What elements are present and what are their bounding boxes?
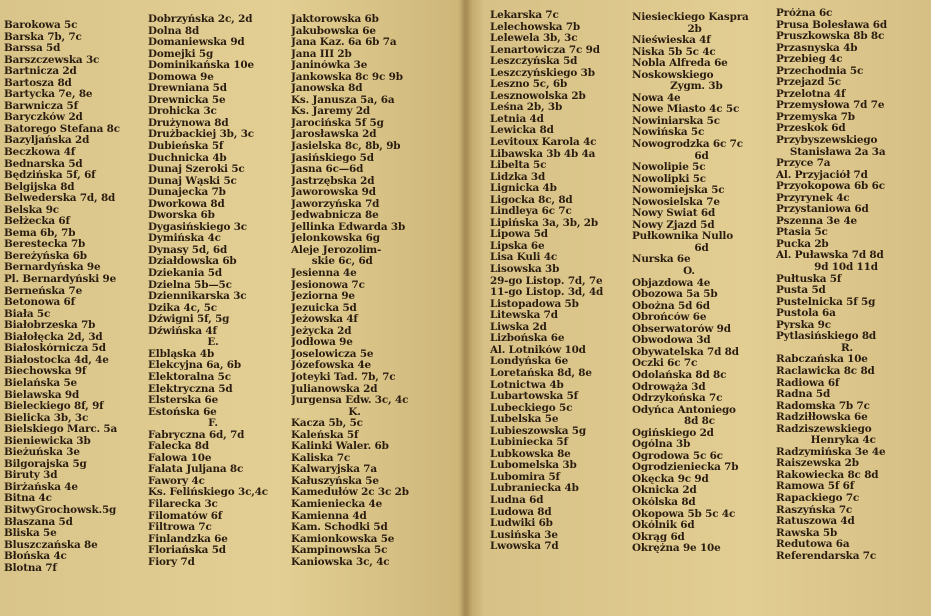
street-entry: Niesieckiego Kaspra [632, 12, 749, 23]
street-entry: Lisa Kuli 4c [490, 252, 558, 264]
street-entry: Obożna 5d 6d [632, 300, 710, 312]
street-entry: Elekcyjna 6a, 6b [148, 360, 241, 372]
street-entry: Raiszewska 2b [776, 458, 859, 470]
street-entry: Rapackiego 7c [776, 492, 860, 504]
street-entry: Al. Puławska 7d 8d [776, 250, 884, 262]
street-entry: Levitoux Karola 4c [490, 137, 597, 149]
street-entry: Kamieniecka 4e [291, 498, 383, 510]
street-entry: Referendarska 7c [776, 550, 876, 562]
street-entry: Objazdowa 4e [632, 277, 711, 289]
street-entry: Białołęcka 2d, 3d [4, 331, 103, 343]
street-entry: Pyrska 9c [776, 319, 831, 331]
street-entry: Belska 9c [4, 204, 59, 216]
street-entry: Drużynowa 8d [148, 117, 229, 129]
street-entry: Jana III 2b [291, 48, 352, 60]
street-entry: Kaniowska 3c, 4c [291, 556, 390, 568]
street-entry: Bieniewicka 3b [4, 435, 91, 447]
street-entry: Radziszewskiego [776, 423, 872, 435]
street-entry: Przyokopowa 6b 6c [776, 181, 885, 193]
street-entry: Przyrynek 4c [776, 192, 850, 204]
street-entry: Janowska 8d [291, 83, 363, 95]
street-entry: Barwnicza 5f [4, 100, 78, 112]
street-entry: Nobla Alfreda 6e [632, 58, 728, 70]
street-entry: Nowińska 5c [632, 127, 705, 139]
street-entry: Bednarska 5d [4, 158, 83, 170]
street-entry: Odolańska 8d 8c [632, 369, 727, 381]
street-entry: Leszczyńska 5d [490, 56, 578, 68]
street-entry: 11-go Listop. 3d, 4d [490, 287, 604, 299]
street-entry: Nowy Świat 6d [632, 208, 716, 220]
street-entry: Ludna 6d [490, 494, 544, 506]
street-entry: Dymińska 4c [148, 233, 221, 245]
street-entry: Rakowiecka 8c 8d [776, 469, 879, 481]
street-entry: Działdowska 6b [148, 256, 237, 268]
street-entry: Nowogrodzka 6c 7c [632, 139, 743, 151]
street-entry: Lipska 6e [490, 240, 545, 252]
street-entry: Elektryczna 5d [148, 383, 233, 395]
street-entry: Dzika 4c, 5c [148, 302, 217, 314]
street-entry: Kam. Schodki 5d [291, 522, 388, 534]
street-entry: Bema 6b, 7b [4, 227, 76, 239]
street-entry: Lipowa 5d [490, 229, 548, 241]
street-entry: Pruszkowska 8b 8c [776, 31, 885, 43]
street-entry: Będzińska 5f, 6f [4, 170, 96, 182]
street-entry: Nowy Zjazd 5d [632, 219, 715, 231]
street-entry: Jastrzębska 2d [291, 175, 375, 187]
street-entry: Barssa 5d [4, 43, 61, 55]
street-entry: Radna 5d [776, 389, 831, 401]
street-entry: 8d 8c [632, 416, 715, 428]
street-entry: Ogrodowa 5c 6c [632, 450, 723, 462]
street-entry: Dolna 8d [148, 25, 200, 37]
street-entry: Lenartowicza 7c 9d [490, 44, 600, 56]
street-entry: Jellinka Edwarda 3b [291, 221, 406, 233]
street-entry: Fabryczna 6d, 7d [148, 429, 245, 441]
street-entry: Pszenna 3e 4e [776, 215, 857, 227]
index-column-4 [490, 10, 622, 616]
index-column-5 [632, 12, 754, 616]
street-entry: Przystaniowa 6d [776, 204, 869, 216]
street-entry: Bielskiego Marc. 5a [4, 424, 118, 436]
street-entry: Radzymińska 3e 4e [776, 446, 886, 458]
street-entry: Obywatelska 7d 8d [632, 346, 739, 358]
street-entry: Ptasia 5c [776, 227, 828, 239]
street-entry: Raclawicka 8c 8d [776, 365, 875, 377]
street-entry: Dziennikarska 3c [148, 291, 247, 303]
street-entry: Jarosławska 2d [291, 129, 377, 141]
street-entry: Okólska 8d [632, 496, 696, 508]
street-entry: Bartycka 7e, 8e [4, 89, 93, 101]
street-entry: Obwodowa 3d [632, 335, 711, 347]
street-entry: Jaktorowska 6b [291, 14, 379, 25]
street-entry: Elbląska 4b [148, 348, 215, 360]
street-entry: Okrężna 9e 10e [632, 543, 721, 555]
section-letter: F. [208, 418, 218, 430]
street-entry: Lubraniecka 4b [490, 483, 579, 495]
street-entry: Biała 5c [4, 308, 51, 320]
street-entry: Jeżycka 2d [291, 325, 352, 337]
street-entry: Przemysłowa 7d 7e [776, 100, 885, 112]
street-entry: Nieświeska 4f [632, 35, 711, 47]
street-entry: Prusa Bolesława 6d [776, 19, 887, 31]
street-entry: Falata Juljana 8c [148, 464, 244, 476]
street-entry: Lidzka 3d [490, 171, 546, 183]
street-entry: Letnia 4d [490, 113, 544, 125]
street-entry: Berneńska 7e [4, 285, 83, 297]
street-entry: Dzielna 5b—5c [148, 279, 232, 291]
street-entry: Niska 5b 5c 4c [632, 46, 716, 58]
street-entry: Jezuicka 5d [291, 302, 357, 314]
street-entry: Dubieńska 5f [148, 141, 224, 153]
street-entry: Nowomiejska 5c [632, 185, 725, 197]
street-entry: Bartnicza 2d [4, 66, 77, 78]
street-entry: Kałuszyńska 5e [291, 475, 379, 487]
street-entry: Kalwaryjska 7a [291, 464, 377, 476]
street-entry: Lusińska 3e [490, 529, 558, 541]
street-entry: Jasińskiego 5d [291, 152, 374, 164]
street-entry: Przyce 7a [776, 158, 831, 170]
street-entry: Bitna 4c [4, 493, 52, 505]
street-entry: Jeżowska 4f [291, 314, 358, 326]
street-entry: Pustola 6a [776, 308, 836, 320]
street-entry: Dynasy 5d, 6d [148, 244, 228, 256]
street-entry: Ks. Felińskiego 3c,4c [148, 487, 268, 499]
street-entry: Przybyszewskiego [776, 135, 878, 147]
street-entry: Rabczańska 10e [776, 354, 868, 366]
street-entry: Listopadowa 5b [490, 298, 579, 310]
street-entry: Jelonkowska 6g [291, 233, 380, 245]
street-entry: Nowe Miasto 4c 5c [632, 104, 740, 116]
street-entry: Barska 7b, 7c [4, 31, 82, 43]
street-entry: Al. Lotników 10d [490, 344, 586, 356]
street-entry: Ogólna 3b [632, 439, 691, 451]
street-entry: Nowiniarska 5c [632, 115, 720, 127]
street-entry: Joselowicza 5e [291, 348, 374, 360]
street-entry: Jedwabnicza 8e [291, 210, 379, 222]
street-entry: Błaszana 5d [4, 516, 73, 528]
street-entry: Ludwiki 6b [490, 518, 553, 530]
street-entry: Lubelska 5e [490, 414, 559, 426]
street-entry: Jasna 6c—6d [291, 164, 364, 176]
street-entry: BitwyGrochowsk.5g [4, 504, 117, 516]
street-entry: Odrowąża 3d [632, 381, 706, 393]
street-entry: Pustelnicka 5f 5g [776, 296, 876, 308]
street-entry: Odrzykońska 7c [632, 393, 723, 405]
street-entry: Okęcka 9c 9d [632, 473, 709, 485]
street-entry: Bielawska 9d [4, 389, 80, 401]
street-entry: Białobrzeska 7b [4, 320, 96, 332]
street-entry: Joteyki Tad. 7b, 7c [291, 371, 396, 383]
street-entry: Dworska 6b [148, 210, 215, 222]
street-entry: Przejazd 5c [776, 77, 841, 89]
street-entry: Radiowa 6f [776, 377, 840, 389]
street-entry: Błońska 4c [4, 551, 67, 563]
street-entry: Estońska 6e [148, 406, 217, 418]
street-entry: Nowosielska 7e [632, 196, 720, 208]
street-entry: Nowa 4e [632, 92, 681, 104]
street-entry: Litewska 7d [490, 310, 558, 322]
street-entry: Lipińska 3a, 3b, 2b [490, 217, 598, 229]
street-entry: 6d [632, 150, 709, 162]
street-entry: Julianowska 2d [291, 383, 378, 395]
street-entry: Pucka 2b [776, 238, 829, 250]
street-entry: Drużbackiej 3b, 3c [148, 129, 254, 141]
street-entry: Stanisława 2a 3a [776, 146, 886, 158]
street-entry: Bluszczańska 8e [4, 539, 98, 551]
street-entry: Pytlasińskiego 8d [776, 331, 877, 343]
street-entry: Elsterska 6e [148, 395, 219, 407]
street-entry: Przasnyska 4b [776, 42, 858, 54]
street-entry: Drewniana 5d [148, 83, 227, 95]
street-entry: Bliska 5e [4, 528, 57, 540]
street-entry: Dygasińskiego 3c [148, 221, 247, 233]
street-entry: Domaniewska 9d [148, 37, 245, 49]
street-entry: Finlandzka 6e [148, 533, 228, 545]
street-entry: Jasielska 8c, 8b, 9b [291, 141, 401, 153]
street-entry: Drohicka 3c [148, 106, 217, 118]
street-entry: Lubomira 5f [490, 471, 560, 483]
street-entry: Przechodnia 5c [776, 65, 864, 77]
street-entry: 6d [632, 242, 709, 254]
street-entry: Jaworowska 9d [291, 187, 376, 199]
street-entry: Ramowa 5f 6f [776, 481, 855, 493]
street-entry: Jurgensa Edw. 3c, 4c [291, 395, 409, 407]
street-entry: 9d 10d 11d [776, 262, 878, 274]
street-entry: Ligocka 8c, 8d [490, 194, 573, 206]
street-entry: Bielicka 3b, 3c [4, 412, 89, 424]
street-entry: Nowolipie 5c [632, 162, 706, 174]
street-entry: Zygm. 3b [632, 81, 723, 93]
street-entry: Kamionkowska 5e [291, 533, 395, 545]
street-entry: Kamedułów 2c 3c 2b [291, 487, 409, 499]
street-entry: Filtrowa 7c [148, 522, 212, 534]
street-entry: Domejki 5g [148, 48, 214, 60]
index-column-2 [148, 14, 286, 616]
street-entry: Dunaj Wąski 5c [148, 175, 237, 187]
street-entry: Nurska 6e [632, 254, 691, 266]
street-entry: Domowa 9e [148, 71, 214, 83]
street-entry: Przelotna 4f [776, 88, 846, 100]
street-entry: Lignicka 4b [490, 183, 557, 195]
street-entry: Blotna 7f [4, 562, 57, 574]
street-entry: Kaleńska 5f [291, 429, 359, 441]
street-entry: Lekarska 7c [490, 10, 559, 21]
street-entry: Jakubowska 6e [291, 25, 376, 37]
street-entry: Radomska 7b 7c [776, 400, 870, 412]
street-entry: Filarecka 3c [148, 498, 218, 510]
street-entry: Bereżyńska 6b [4, 250, 87, 262]
street-entry: Floriańska 5d [148, 545, 226, 557]
page-fold [458, 0, 472, 616]
street-entry: Biechowska 9f [4, 366, 87, 378]
street-entry: Dworkowa 8d [148, 198, 225, 210]
street-entry: Dunaj Szeroki 5c [148, 164, 245, 176]
street-entry: Lubieszowska 5g [490, 425, 586, 437]
street-entry: Drewnicka 5e [148, 94, 226, 106]
street-entry: Oczki 6c 7c [632, 358, 698, 370]
street-entry: Barokowa 5c [4, 20, 78, 31]
street-entry: Ogińskiego 2d [632, 427, 714, 439]
street-entry: Libawska 3b 4b 4a [490, 148, 596, 160]
street-entry: Jeziorna 9e [291, 291, 355, 303]
street-entry: Falowa 10e [148, 452, 212, 464]
street-entry: Jarocińska 5f 5g [291, 117, 384, 129]
street-entry: Libelta 5c [490, 160, 547, 172]
street-entry: Lubeckiego 5c [490, 402, 573, 414]
street-entry: Rawska 5b [776, 527, 838, 539]
street-entry: Bełżecka 6f [4, 216, 70, 228]
street-entry: Lwowska 7d [490, 541, 559, 553]
street-entry: Lisowska 3b [490, 264, 560, 276]
street-entry: Janinówka 3e [291, 60, 368, 72]
street-entry: Belgijska 8d [4, 181, 75, 193]
street-entry: Jesienna 4e [291, 268, 357, 280]
street-entry: Dominikańska 10e [148, 60, 254, 72]
street-entry: Londyńska 6e [490, 356, 569, 368]
index-column-3 [291, 14, 426, 616]
street-entry: Lubartowska 5f [490, 391, 579, 403]
street-entry: Przemyska 7b [776, 111, 855, 123]
street-entry: Obrońców 6e [632, 312, 707, 324]
street-entry: Dunajecka 7b [148, 187, 226, 199]
street-entry: Obozowa 5a 5b [632, 289, 718, 301]
street-entry: Bieżuńska 3e [4, 447, 80, 459]
street-entry: Baryczków 2d [4, 112, 83, 124]
street-entry: Aleje Jerozolim- [291, 244, 382, 256]
street-entry: Kaliska 7c [291, 452, 351, 464]
street-entry: Barszczewska 3c [4, 54, 100, 66]
street-entry: Betonowa 6f [4, 297, 75, 309]
section-letter: R. [841, 342, 853, 354]
street-entry: 29-go Listop. 7d, 7e [490, 275, 603, 287]
section-letter: K. [348, 406, 361, 418]
street-entry: Radziłłowska 6e [776, 412, 868, 424]
section-letter: O. [683, 266, 695, 278]
street-entry: Jana Kaz. 6a 6b 7a [291, 37, 397, 49]
index-column-6 [776, 8, 926, 614]
street-entry: Ratuszowa 4d [776, 516, 855, 528]
street-entry: Birżańska 4e [4, 481, 78, 493]
street-entry: Jaworzyńska 7d [291, 198, 380, 210]
street-entry: Józefowska 4e [291, 360, 371, 372]
street-entry: Dobrzyńska 2c, 2d [148, 14, 253, 25]
street-entry: Bernardyńska 9e [4, 262, 101, 274]
street-entry: Lesznowolska 2b [490, 90, 586, 102]
street-entry: Bieleckiego 8f, 9f [4, 401, 104, 413]
street-entry: Obserwatorów 9d [632, 323, 731, 335]
street-entry: Duchnicka 4b [148, 152, 227, 164]
street-entry: Kacza 5b, 5c [291, 418, 363, 430]
street-entry: Lelechowska 7b [490, 21, 581, 33]
street-entry: Jodłowa 9e [291, 337, 353, 349]
street-entry: Przebieg 4c [776, 54, 843, 66]
street-entry: Dźwigni 5f, 5g [148, 314, 230, 326]
street-entry: Okopowa 5b 5c 4c [632, 508, 736, 520]
street-entry: Kamienna 4d [291, 510, 367, 522]
street-entry: Lubiniecka 5f [490, 437, 568, 449]
street-entry: Leszno 5c, 6b [490, 79, 568, 91]
street-entry: Bartosza 8d [4, 77, 72, 89]
street-entry: Okólnik 6d [632, 520, 695, 532]
street-entry: Falecka 8d [148, 441, 209, 453]
street-entry: Ludowa 8d [490, 506, 552, 518]
street-entry: Białostocka 4d, 4e [4, 354, 109, 366]
street-entry: Fiory 7d [148, 556, 195, 568]
street-entry: Al. Przyjaciół 7d [776, 169, 868, 181]
street-entry: Białoskórnicza 5d [4, 343, 106, 355]
street-entry: Pl. Bernardyński 9e [4, 274, 117, 286]
section-letter: E. [207, 337, 219, 349]
street-entry: Ks. Jaremy 2d [291, 106, 371, 118]
street-entry: Bielańska 5e [4, 377, 78, 389]
street-entry: Jesionowa 7c [291, 279, 365, 291]
street-entry: Oknicka 2d [632, 485, 697, 497]
street-entry: Lelewela 3b, 3c [490, 33, 578, 45]
street-entry: Leszczyńskiego 3b [490, 67, 595, 79]
street-entry: Kalinki Waler. 6b [291, 441, 389, 453]
street-entry: Dźwińska 4f [148, 325, 217, 337]
street-entry: Noskowskiego [632, 69, 714, 81]
street-entry: Lotnictwa 4b [490, 379, 564, 391]
street-entry: Pusta 5d [776, 285, 826, 297]
street-entry: Ogrodzieniecka 7b [632, 462, 739, 474]
street-entry: Lewicka 8d [490, 125, 554, 137]
street-entry: Pułkownika Nullo [632, 231, 733, 243]
street-entry: Beczkowa 4f [4, 147, 76, 159]
street-entry: Bilgorajska 5g [4, 458, 87, 470]
street-entry: Leśna 2b, 3b [490, 102, 563, 114]
street-entry: Biruty 3d [4, 470, 58, 482]
street-entry: Liwska 2d [490, 321, 547, 333]
index-column-1 [4, 20, 146, 616]
street-entry: Odyńca Antoniego [632, 404, 736, 416]
street-entry: Lubkowska 8e [490, 448, 571, 460]
street-entry: Nowolipki 5c [632, 173, 706, 185]
street-entry: Lindleya 6c 7c [490, 206, 572, 218]
street-entry: Loretańska 8d, 8e [490, 367, 592, 379]
street-entry: Dziekania 5d [148, 268, 222, 280]
street-entry: Kampinowska 5c [291, 545, 388, 557]
street-entry: Raszyńska 7c [776, 504, 853, 516]
street-entry: Okrąg 6d [632, 531, 685, 543]
street-entry: Ks. Janusza 5a, 6a [291, 94, 395, 106]
street-entry: Lizbońska 6e [490, 333, 565, 345]
street-entry: Fawory 4c [148, 475, 205, 487]
street-entry: Lubomelska 3b [490, 460, 577, 472]
street-entry: Belwederska 7d, 8d [4, 193, 116, 205]
street-entry: Henryka 4c [776, 435, 876, 447]
street-entry: Pułtuska 5f [776, 273, 842, 285]
street-entry: Batorego Stefana 8c [4, 123, 120, 135]
street-entry: Bazyljańska 2d [4, 135, 90, 147]
street-entry: Przeskok 6d [776, 123, 846, 135]
street-entry: Próżna 6c [776, 8, 833, 19]
street-entry: Redutowa 6a [776, 539, 850, 551]
street-entry: skie 6c, 6d [291, 256, 373, 268]
street-entry: 2b [632, 23, 702, 35]
street-entry: Elektoralna 5c [148, 371, 231, 383]
street-entry: Berestecka 7b [4, 239, 86, 251]
street-entry: Filomatów 6f [148, 510, 223, 522]
street-entry: Jankowska 8c 9c 9b [291, 71, 403, 83]
